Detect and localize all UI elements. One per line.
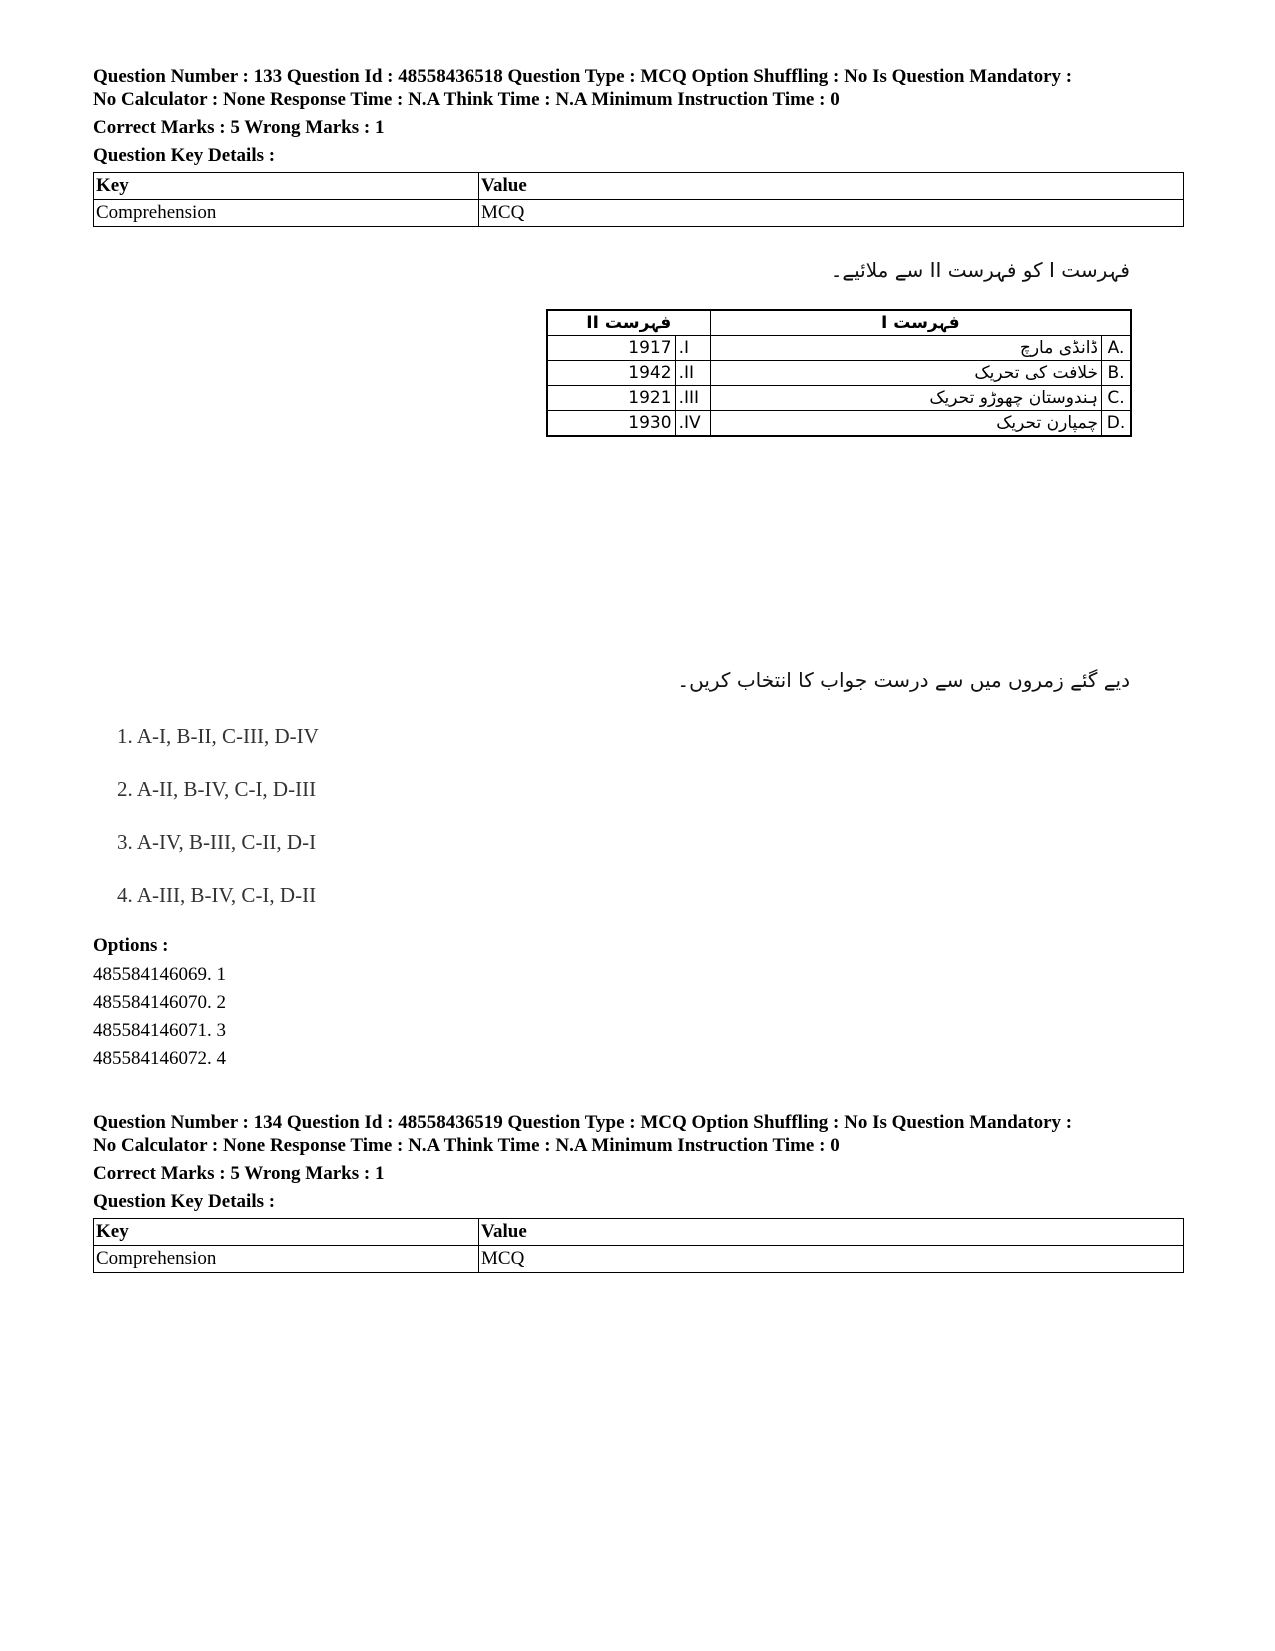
choice-3: 3. A-IV, B-III, C-II, D-I [117, 830, 317, 854]
match-row [547, 386, 1131, 411]
match-row [547, 361, 1131, 386]
year-cell: 1917 [547, 336, 675, 361]
value-cell: MCQ [479, 1246, 1184, 1273]
q134-marks: Correct Marks : 5 Wrong Marks : 1 [93, 1163, 385, 1184]
key-cell: Comprehension [94, 1246, 479, 1273]
q134-header-line2: No Calculator : None Response Time : N.A Think Time : N.A Minimum Instruction Time : 0 [93, 1135, 840, 1156]
q133-instruction: فہرست I کو فہرست II سے ملائیے۔ [830, 258, 1130, 282]
q133-marks: Correct Marks : 5 Wrong Marks : 1 [93, 117, 385, 138]
q133-key-details-label: Question Key Details : [93, 145, 276, 166]
roman-cell: .IV [675, 411, 710, 437]
list1-header: فہرست I [710, 310, 1131, 336]
year-cell: 1921 [547, 386, 675, 411]
choice-2: 2. A-II, B-IV, C-I, D-III [117, 777, 317, 801]
q133-prompt: دیے گئے زمروں میں سے درست جواب کا انتخاب کریں۔ [677, 668, 1130, 692]
letter-cell: C. [1102, 386, 1132, 411]
roman-cell: .I [675, 336, 710, 361]
list1-cell: چمپارن تحریک [710, 411, 1101, 437]
letter-cell: B. [1102, 361, 1132, 386]
value-header: Value [479, 173, 1184, 200]
roman-cell: .II [675, 361, 710, 386]
key-header: Key [94, 1219, 479, 1246]
year-cell: 1942 [547, 361, 675, 386]
year-cell: 1930 [547, 411, 675, 437]
choice-4: 4. A-III, B-IV, C-I, D-II [117, 883, 317, 907]
roman-cell: .III [675, 386, 710, 411]
option-item: 485584146072. 4 [93, 1048, 226, 1069]
key-cell: Comprehension [94, 200, 479, 227]
key-header: Key [94, 173, 479, 200]
q133-key-table [93, 172, 1184, 227]
match-row [547, 336, 1131, 361]
q134-key-table [93, 1218, 1184, 1273]
value-cell: MCQ [479, 200, 1184, 227]
letter-cell: A. [1102, 336, 1132, 361]
q133-options-label: Options : [93, 935, 169, 956]
q133-header-line2: No Calculator : None Response Time : N.A Think Time : N.A Minimum Instruction Time : 0 [93, 89, 840, 110]
q134-key-details-label: Question Key Details : [93, 1191, 276, 1212]
q133-header-line1: Question Number : 133 Question Id : 48558436518 Question Type : MCQ Option Shuffling : No Is Question Mandatory : [93, 66, 1073, 87]
list1-cell: خلافت کی تحریک [710, 361, 1101, 386]
letter-cell: D. [1102, 411, 1132, 437]
option-item: 485584146071. 3 [93, 1020, 226, 1041]
list1-cell: ہندوستان چھوڑو تحریک [710, 386, 1101, 411]
list1-cell: ڈانڈی مارچ [710, 336, 1101, 361]
choice-1: 1. A-I, B-II, C-III, D-IV [117, 724, 319, 748]
value-header: Value [479, 1219, 1184, 1246]
q134-header-line1: Question Number : 134 Question Id : 48558436519 Question Type : MCQ Option Shuffling : No Is Question Mandatory : [93, 1112, 1073, 1133]
list2-header: فہرست II [547, 310, 710, 336]
option-item: 485584146070. 2 [93, 992, 226, 1013]
match-row [547, 411, 1131, 437]
q133-match-table [546, 309, 1132, 437]
option-item: 485584146069. 1 [93, 964, 226, 985]
